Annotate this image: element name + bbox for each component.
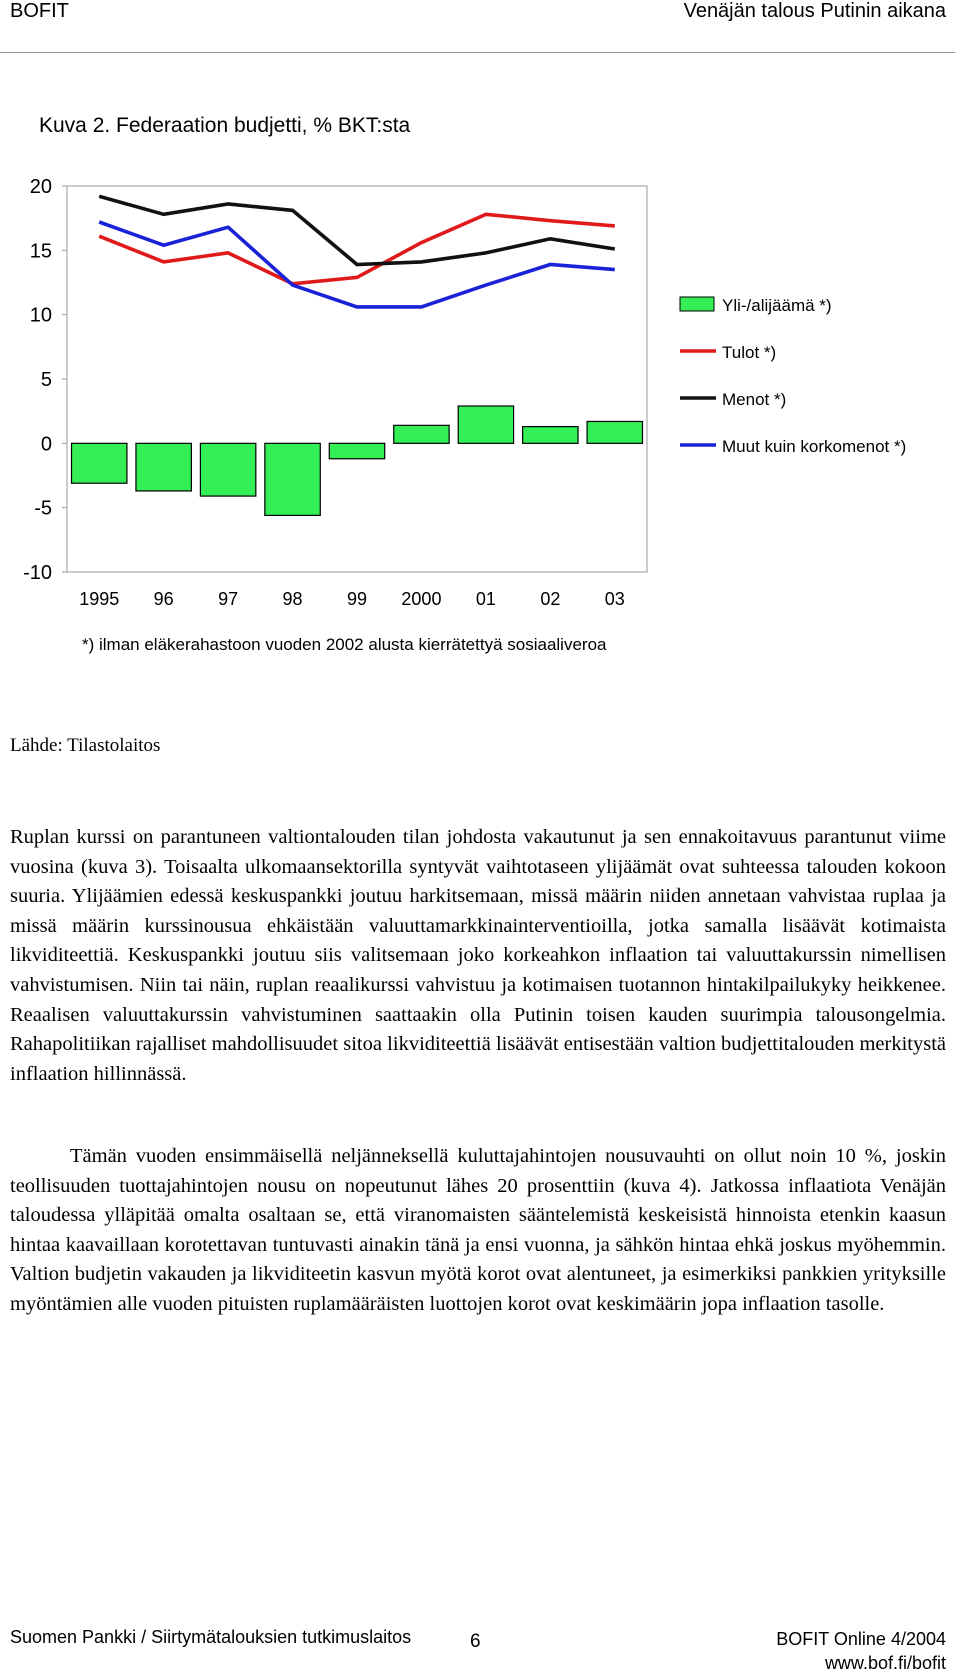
balance-bar	[200, 443, 255, 496]
page-number: 6	[470, 1631, 481, 1652]
y-tick-label: -5	[34, 497, 52, 520]
x-tick-label: 2000	[401, 589, 442, 609]
legend-label: Tulot *)	[722, 343, 777, 362]
figure-title: Kuva 2. Federaation budjetti, % BKT:sta	[39, 114, 411, 137]
balance-bar	[136, 443, 191, 491]
balance-bar	[265, 443, 320, 515]
y-tick-label: 20	[29, 176, 52, 198]
legend-label: Muut kuin korkomenot *)	[722, 437, 907, 456]
legend-label: Yli-/alijäämä *)	[722, 296, 832, 315]
body-paragraph-1: Ruplan kurssi on parantuneen valtiontalouden tilan johdosta vakautunut ja sen ennakoitavuus parantunut viime vuosina (kuva 3). Toisaalta ulkomaansektorilla syntyvät vaihtotaseen ylijäämät ovat suhteessa talouden kokoon suuria. Ylijäämien edessä keskuspankki joutuu harkitsemaan, missä määrin niiden annetaan vahvistaa ruplaa ja missä määrin kurssinousua ehkäistään valuuttamarkkinainterventioilla, jotka samalla lisäävät kotimaista likviditeettiä. Keskuspankki joutuu siis valitsemaan joko korkeahkon inflaation tai valuuttakurssin nimellisen vahvistumisen. Niin tai näin, ruplan reaalikurssi vahvistuu ja kotimaisen tuotannon hintakilpailukyky heikkenee. Reaalisen valuuttakurssin vahvistuminen saattaakin olla Putinin toisen kauden suurimpia talousongelmia. Rahapolitiikan rajalliset mahdollisuudet sitoa likviditeettiä lisäävät entisestään valtion budjettitalouden merkitystä inflaation hillinnässä.	[10, 826, 946, 1085]
legend-label: Menot *)	[722, 390, 787, 409]
y-tick-label: 10	[29, 304, 52, 327]
y-tick-label: 0	[40, 433, 52, 456]
series-line-1	[99, 214, 615, 283]
header-divider	[0, 52, 955, 53]
footer-website: www.bof.fi/bofit	[824, 1653, 946, 1673]
series-line-2	[99, 196, 615, 264]
footer-publication-title: BOFIT Online 4/2004	[776, 1629, 946, 1649]
balance-bar	[587, 421, 642, 443]
body-paragraph-2: Tämän vuoden ensimmäisellä neljänneksellä kuluttajahintojen nousuvauhti on ollut noin 10 %, joskin teollisuuden tuottajahintojen nousu on nopeutunut lähes 20 prosenttiin (kuva 4). Jatkossa inflaatiota Venäjän taloudessa ylläpitää omalta osaltaan se, että viranomaisten sääntelemistä keskeisistä hinnoista etenkin kaasun hintaa kaavaillaan korotettavan tuntuvasti ainakin tänä ja ensi vuonna, ja sähkön hintaa ehkä joskus myöhemmin. Valtion budjetin vakauden ja likviditeetin kasvun myötä korot ovat alentuneet, ja esimerkiksi pankkien yrityksille myöntämien alle vuoden pituisten ruplamääräisten luottojen korot ovat keskimäärin jopa inflaation tasolle.	[10, 1145, 946, 1315]
x-tick-label: 02	[540, 589, 561, 609]
legend-swatch-bar	[680, 297, 714, 311]
figure-footnote: *) ilman eläkerahastoon vuoden 2002 alusta kierrätettyä sosiaaliveroa	[82, 635, 607, 654]
balance-bar	[72, 443, 127, 483]
budget-chart	[0, 170, 960, 710]
balance-bar	[458, 406, 513, 443]
header-left: BOFIT	[10, 0, 69, 22]
x-tick-label: 1995	[79, 589, 120, 609]
balance-bar	[394, 425, 449, 443]
balance-bar	[523, 427, 578, 444]
balance-bar	[329, 443, 384, 458]
y-tick-label: -10	[23, 562, 52, 584]
x-tick-label: 98	[282, 589, 303, 609]
y-tick-label: 5	[40, 369, 52, 391]
y-tick-label: 15	[29, 240, 52, 263]
figure-source: Lähde: Tilastolaitos	[10, 735, 161, 756]
x-tick-label: 01	[475, 589, 496, 609]
plot-area-frame	[67, 186, 647, 572]
x-tick-label: 96	[153, 589, 174, 609]
footer-publication	[776, 1627, 946, 1675]
x-tick-label: 03	[604, 589, 625, 609]
footer-institution: Suomen Pankki / Siirtymätalouksien tutkimuslaitos	[10, 1627, 412, 1647]
x-tick-label: 97	[218, 589, 239, 609]
header-right: Venäjän talous Putinin aikana	[683, 0, 946, 22]
x-tick-label: 99	[346, 589, 368, 609]
